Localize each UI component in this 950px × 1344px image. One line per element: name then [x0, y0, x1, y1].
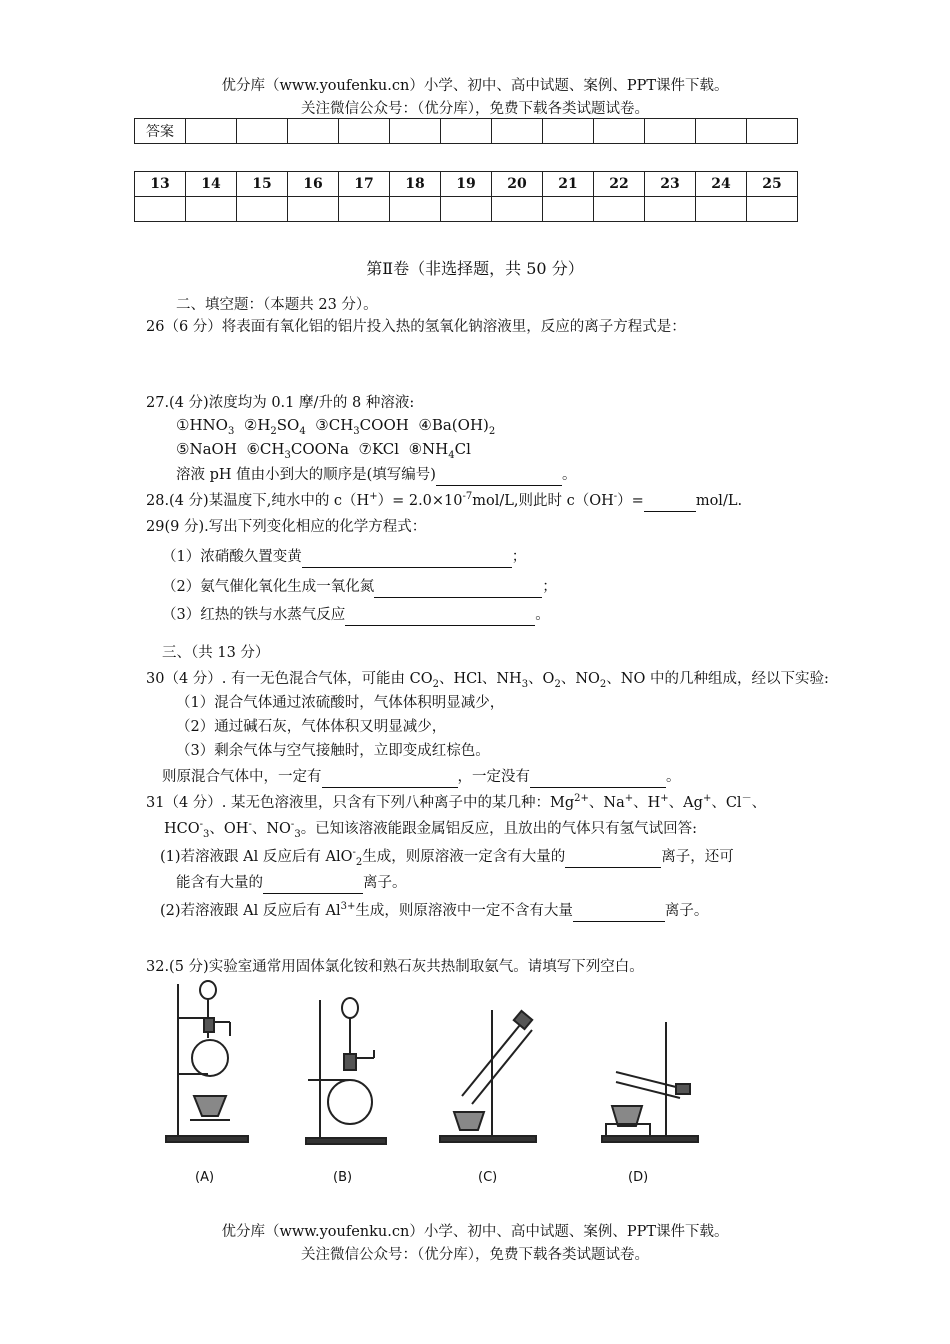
q30-text: 30（4 分）. 有一无色混合气体，可能由 $CO_2$、HCl、$NH_3$、$O_2$、$NO_2$、NO 中的几种组成，经以下实验: — [146, 671, 829, 690]
section3-heading: 三、（共 13 分） — [162, 645, 270, 661]
q27-solutions-row1: $①HNO_3$ $②H_2SO_4$ $③CH_3COOH$ $④Ba(OH)_2$ — [176, 416, 496, 437]
header-line-1: 优分库（www.youfenku.cn）小学、初中、高中试题、案例、PPT课件下载。 — [221, 78, 729, 94]
fill-heading: 二、填空题：（本题共 23 分）。 — [176, 297, 378, 313]
q26-text: 26（6 分）将表面有氧化铝的铝片投入热的氢氧化钠溶液里，反应的离子方程式是： — [146, 319, 686, 335]
answer-blank[interactable] — [302, 567, 512, 568]
q31-part-1b: 能含有大量的 离子。 — [176, 872, 407, 894]
answer-cell[interactable] — [696, 197, 747, 222]
answer-cell[interactable] — [237, 119, 288, 144]
answer-cell[interactable] — [543, 197, 594, 222]
q30-step-2: （2）通过碱石灰，气体体积又明显减少， — [176, 719, 447, 735]
apparatus-c-figure — [432, 1000, 542, 1150]
q31-part-1: (1)若溶液跟 Al 反应后有 AlO-$_2$生成，则原溶液一定含有大量的 离子，还可 — [160, 847, 734, 868]
answer-cell[interactable] — [594, 119, 645, 144]
question-number: 19 — [441, 172, 492, 197]
answer-cell[interactable] — [696, 119, 747, 144]
section-title: 第Ⅱ卷（非选择题，共 50 分） — [366, 259, 584, 278]
answer-blank[interactable] — [374, 597, 542, 598]
answer-blank[interactable] — [345, 625, 535, 626]
answer-cell[interactable] — [237, 197, 288, 222]
answer-cell[interactable] — [135, 197, 186, 222]
answer-cell[interactable] — [441, 197, 492, 222]
answer-cell[interactable] — [543, 119, 594, 144]
apparatus-d-label: (D) — [628, 1170, 649, 1185]
answer-table — [134, 118, 798, 144]
answer-cell[interactable] — [339, 197, 390, 222]
apparatus-a-figure — [160, 978, 260, 1148]
question-number: 23 — [645, 172, 696, 197]
q30-conclusion: 则原混合气体中，一定有 ，一定没有 。 — [162, 766, 681, 788]
answer-cell[interactable] — [390, 119, 441, 144]
answer-blank[interactable] — [530, 787, 666, 788]
question-number: 18 — [390, 172, 441, 197]
answer-cell[interactable] — [390, 197, 441, 222]
answer-label: 答案 — [135, 119, 186, 144]
answer-blank[interactable] — [436, 485, 562, 486]
question-number: 20 — [492, 172, 543, 197]
question-number: 25 — [747, 172, 798, 197]
question-number: 16 — [288, 172, 339, 197]
answer-cell[interactable] — [747, 197, 798, 222]
answer-cell[interactable] — [492, 197, 543, 222]
answer-cell[interactable] — [441, 119, 492, 144]
footer-line-2: 关注微信公众号：（优分库），免费下载各类试题试卷。 — [301, 1247, 649, 1263]
answer-cell[interactable] — [339, 119, 390, 144]
apparatus-a-label: (A) — [195, 1170, 215, 1185]
question-number: 14 — [186, 172, 237, 197]
q29-intro: 29(9 分).写出下列变化相应的化学方程式： — [146, 519, 427, 535]
answer-cell[interactable] — [594, 197, 645, 222]
answer-blank[interactable] — [644, 511, 696, 512]
answer-cell[interactable] — [186, 197, 237, 222]
question-number: 22 — [594, 172, 645, 197]
apparatus-b-label: (B) — [333, 1170, 353, 1185]
q31-part-2: (2)若溶液跟 Al 反应后有 $Al^{3+}$生成，则原溶液中一定不含有大量 离子。 — [160, 900, 708, 922]
q32-text: 32.(5 分)实验室通常用固体氯化铵和熟石灰共热制取氨气。请填写下列空白。 — [146, 959, 644, 975]
q31-text-2: $HCO^-_3$、OH-、$NO^-_3$。已知该溶液能跟金属铝反应，且放出的气体只有氢气试回答: — [164, 819, 698, 840]
q28-text: 28.(4 分)某温度下,纯水中的 $c(H^+)= 2.0\times 10^{-7}mol/L$,则此时 c（OH-）= mol/L. — [146, 490, 742, 512]
answer-cell[interactable] — [288, 197, 339, 222]
q30-step-3: （3）剩余气体与空气接触时，立即变成红棕色。 — [176, 743, 490, 759]
apparatus-b-figure — [300, 990, 400, 1150]
answer-cell[interactable] — [645, 119, 696, 144]
answer-cell[interactable] — [492, 119, 543, 144]
answer-blank[interactable] — [565, 867, 661, 868]
answer-cell[interactable] — [288, 119, 339, 144]
answer-cell[interactable] — [645, 197, 696, 222]
question-number: 17 — [339, 172, 390, 197]
q29-item-1: （1）浓硝酸久置变黄 ； — [162, 546, 526, 568]
q27-ask: 溶液 pH 值由小到大的顺序是(填写编号) 。 — [176, 464, 576, 486]
answer-blank[interactable] — [322, 787, 458, 788]
answer-cell[interactable] — [747, 119, 798, 144]
footer-line-1: 优分库（www.youfenku.cn）小学、初中、高中试题、案例、PPT课件下载。 — [221, 1224, 729, 1240]
q27-solutions-row2: ⑤NaOH $⑥CH_3COONa$ ⑦KCl $⑧NH_4Cl$ — [176, 440, 471, 461]
question-number: 24 — [696, 172, 747, 197]
header-line-2: 关注微信公众号：（优分库），免费下载各类试题试卷。 — [301, 101, 649, 117]
q27-intro: 27.(4 分)浓度均为 0.1 摩/升的 8 种溶液: — [146, 395, 415, 411]
q31-text-1: 31（4 分）. 某无色溶液里，只含有下列八种离子中的某几种：$Mg^{2+}$、Na+、H+、Ag+、Cl－、 — [146, 793, 767, 811]
question-number: 15 — [237, 172, 288, 197]
apparatus-d-figure — [596, 1016, 706, 1150]
question-number: 21 — [543, 172, 594, 197]
q29-item-3: （3）红热的铁与水蒸气反应 。 — [162, 604, 550, 626]
answer-cell[interactable] — [186, 119, 237, 144]
q30-step-1: （1）混合气体通过浓硫酸时，气体体积明显减少， — [176, 695, 505, 711]
answer-blank[interactable] — [573, 921, 665, 922]
question-number: 13 — [135, 172, 186, 197]
apparatus-c-label: (C) — [478, 1170, 498, 1185]
q29-item-2: （2）氨气催化氧化生成一氧化氮 ； — [162, 576, 557, 598]
number-table — [134, 171, 798, 222]
answer-blank[interactable] — [263, 893, 363, 894]
